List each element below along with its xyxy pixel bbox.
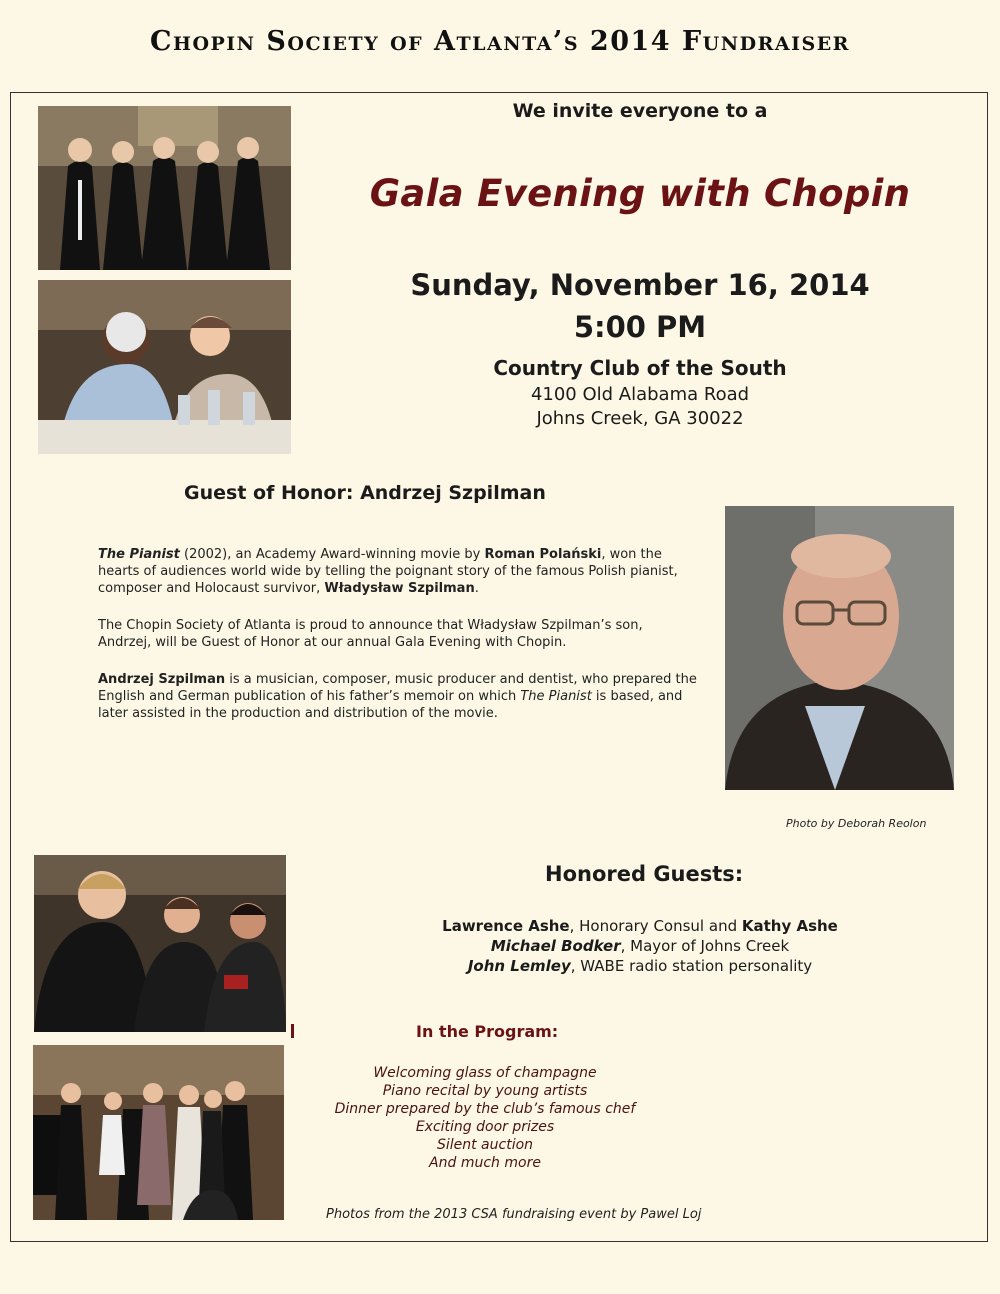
program-item: Exciting door prizes: [415, 1119, 555, 1135]
guest-name: Lawrence Ashe: [442, 917, 570, 935]
portrait-photo: [725, 506, 954, 790]
guest-name: Kathy Ashe: [741, 917, 838, 935]
bio-text: is based, and later assisted in the production and distribution of the movie.: [98, 689, 683, 721]
event-time: 5:00 PM: [573, 310, 707, 344]
guest-title: , WABE radio station personality: [570, 957, 813, 975]
honored-guest-line-2: [380, 936, 900, 956]
event-date: Sunday, November 16, 2014: [410, 268, 870, 302]
film-title: The Pianist: [98, 547, 180, 562]
program-item: And much more: [429, 1155, 541, 1171]
bio-text: (2002), an Academy Award-winning movie by: [179, 547, 485, 562]
bio-paragraph-1: [98, 546, 698, 597]
photo-group-piano: [33, 1045, 284, 1220]
venue-address-line2: Johns Creek, GA 30022: [536, 408, 744, 429]
venue-name: Country Club of the South: [493, 356, 787, 380]
bio-text: .: [474, 581, 479, 596]
photo-two-women: [38, 280, 291, 454]
page-title: Chopin Society of Atlanta’s 2014 Fundraiser: [150, 26, 850, 57]
event-name: Gala Evening with Chopin: [369, 172, 911, 215]
venue-address-line1: 4100 Old Alabama Road: [530, 384, 750, 405]
program-item: Silent auction: [436, 1137, 534, 1153]
photo-champagne-toast: [34, 855, 286, 1032]
guest-name: John Lemley: [467, 957, 571, 975]
invite-line: We invite everyone to a: [512, 100, 768, 122]
guest-title: , Honorary Consul and: [569, 917, 742, 935]
bio-text: , won the hearts of audiences world wide by telling the poignant story of the famous Polish pianist, composer and Holocaust survivor,: [98, 547, 678, 596]
bio-paragraph-3: [98, 671, 698, 722]
program-list: [300, 1064, 670, 1172]
program-item: Welcoming glass of champagne: [373, 1065, 597, 1081]
honored-guests-heading: Honored Guests:: [545, 862, 744, 886]
honored-guest-line-3: [380, 956, 900, 976]
guest-of-honor-heading: Guest of Honor: Andrzej Szpilman: [184, 482, 546, 504]
bio-paragraph-2: The Chopin Society of Atlanta is proud to announce that Władysław Szpilman’s son, Andrzej, will be Guest of Honor at our annual Gala Evening with Chopin.: [98, 618, 643, 650]
guest-name: Andrzej Szpilman: [98, 672, 226, 687]
film-title: The Pianist: [520, 689, 592, 704]
photo-group-five: [38, 106, 291, 270]
guest-name: Michael Bodker: [490, 937, 621, 955]
guest-title: , Mayor of Johns Creek: [620, 937, 790, 955]
subject-name: Władysław Szpilman: [324, 581, 475, 596]
director-name: Roman Polański: [484, 547, 602, 562]
program-heading: In the Program:: [416, 1022, 559, 1041]
program-item: Piano recital by young artists: [382, 1083, 588, 1099]
honored-guest-line-1: [380, 916, 900, 936]
program-item: Dinner prepared by the club’s famous chef: [334, 1101, 636, 1117]
divider-mark: [291, 1024, 294, 1038]
bio-text: is a musician, composer, music producer and dentist, who prepared the English and German publication of his father’s memoir on which: [98, 672, 697, 704]
portrait-photo-credit: Photo by Deborah Reolon: [786, 817, 927, 830]
photos-credit: Photos from the 2013 CSA fundraising event by Pawel Loj: [326, 1207, 702, 1222]
